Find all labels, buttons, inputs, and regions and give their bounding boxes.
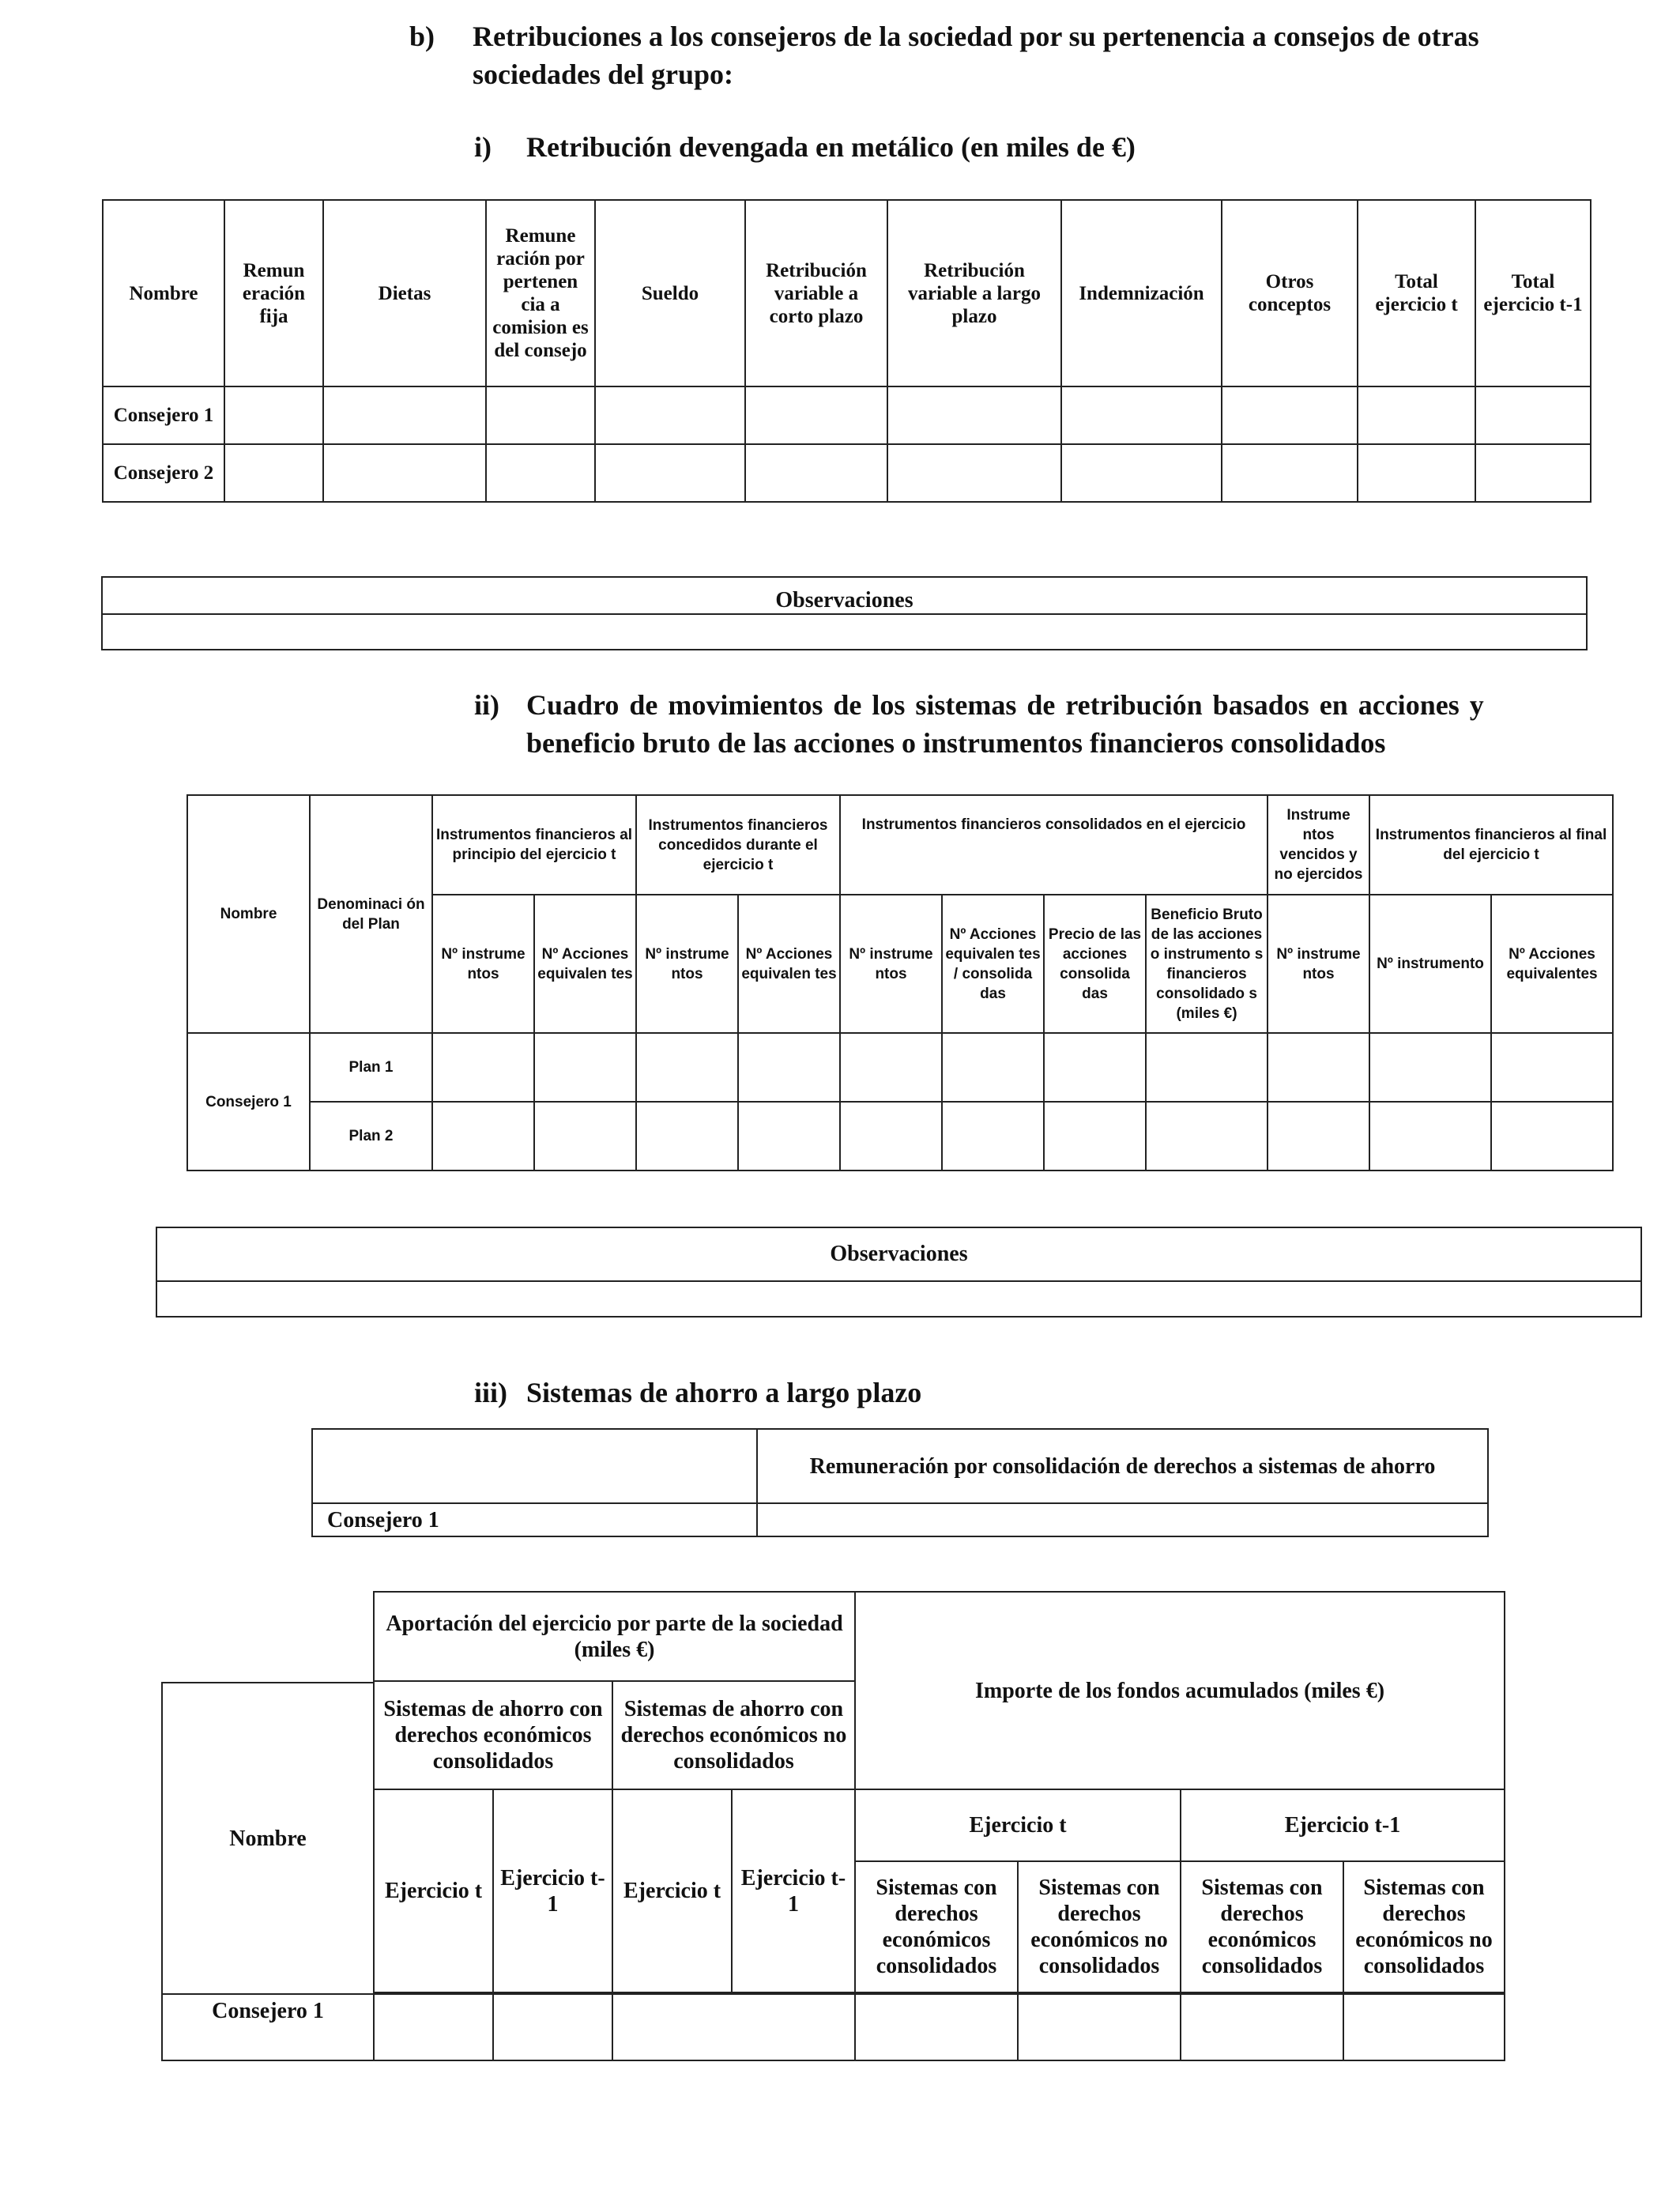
table-row — [312, 1503, 1488, 1536]
row-name: Consejero 1 — [161, 1993, 373, 2061]
subsection-ii-title-line2: beneficio bruto de las acciones o instrumentos financieros consolidados — [526, 727, 1386, 759]
cell[interactable] — [534, 1033, 636, 1102]
section-b-title-line1: Retribuciones a los consejeros de la sociedad por su pertenencia a consejos de otras — [473, 21, 1479, 52]
row-name: Consejero 1 — [187, 1033, 310, 1171]
cell[interactable] — [432, 1033, 534, 1102]
cell[interactable] — [1475, 386, 1591, 444]
subheader: Precio de las acciones consolida das — [1044, 895, 1146, 1033]
cell[interactable] — [840, 1102, 942, 1171]
subsection-iii-title: Sistemas de ahorro a largo plazo — [526, 1377, 922, 1408]
subheader: Nº instrume ntos — [636, 895, 738, 1033]
header-sistemas-no-consolidados: Sistemas de ahorro con derechos económicos no consolidados — [612, 1682, 854, 1790]
cell[interactable] — [1146, 1033, 1268, 1102]
header-nombre: Nombre — [103, 200, 224, 386]
header-variable-largo: Retribución variable a largo plazo — [887, 200, 1061, 386]
group-final-ejercicio: Instrumentos financieros al final del ejercicio t — [1369, 795, 1613, 895]
header-dietas: Dietas — [323, 200, 486, 386]
table-row — [161, 1993, 1505, 2061]
header-sistemas-con-derechos-consolidados: Sistemas con derechos económicos consolidados — [1180, 1862, 1343, 1993]
cell[interactable] — [1358, 386, 1475, 444]
header-sistemas-consolidados: Sistemas de ahorro con derechos económicos consolidados — [373, 1682, 612, 1790]
share-based-systems-table — [186, 794, 1614, 1171]
cell[interactable] — [887, 386, 1061, 444]
cell[interactable] — [595, 444, 745, 502]
cell[interactable] — [1475, 444, 1591, 502]
header-remuneracion-comisiones: Remune ración por pertenen cia a comision es del consejo — [486, 200, 595, 386]
cash-remuneration-table — [102, 199, 1591, 503]
section-b-heading — [409, 17, 1610, 96]
cell[interactable] — [1369, 1102, 1491, 1171]
savings-systems-table — [161, 1591, 1505, 2061]
subheader: Beneficio Bruto de las acciones o instrumento s financieros consolidado s (miles €) — [1146, 895, 1268, 1033]
cell[interactable] — [738, 1033, 840, 1102]
subsection-i-title: Retribución devengada en metálico (en miles de €) — [526, 131, 1136, 163]
cell[interactable] — [1044, 1102, 1146, 1171]
cell[interactable] — [636, 1102, 738, 1171]
table-header-row — [312, 1429, 1488, 1503]
subheader: Nº instrumento — [1369, 895, 1491, 1033]
subheader: Nº Acciones equivalentes — [1491, 895, 1613, 1033]
savings-consolidation-table — [311, 1428, 1489, 1537]
observations-field[interactable] — [102, 614, 1587, 650]
header-sistemas-con-derechos-no-consolidados: Sistemas con derechos económicos no consolidados — [1017, 1862, 1180, 1993]
table-row — [103, 386, 1591, 444]
cell[interactable] — [1061, 444, 1222, 502]
section-b-number: b) — [409, 21, 435, 52]
cell[interactable] — [323, 444, 486, 502]
subheader: Nº Acciones equivalen tes — [534, 895, 636, 1033]
cell[interactable] — [486, 386, 595, 444]
header-otros-conceptos: Otros conceptos — [1222, 200, 1358, 386]
cell[interactable] — [745, 444, 887, 502]
section-b-title-line2: sociedades del grupo: — [473, 58, 734, 90]
cell[interactable] — [1491, 1102, 1613, 1171]
cell[interactable] — [887, 444, 1061, 502]
empty-header — [312, 1429, 757, 1503]
cell[interactable] — [1017, 1993, 1180, 2061]
cell[interactable] — [1358, 444, 1475, 502]
header-variable-corto: Retribución variable a corto plazo — [745, 200, 887, 386]
header-remuneracion-consolidacion: Remuneración por consolidación de derechos a sistemas de ahorro — [757, 1429, 1488, 1503]
header-sistemas-con-derechos-consolidados: Sistemas con derechos económicos consolidados — [854, 1862, 1017, 1993]
cell[interactable] — [1180, 1993, 1343, 2061]
table-row — [187, 1033, 1613, 1102]
header-total-t: Total ejercicio t — [1358, 200, 1475, 386]
cell[interactable] — [942, 1033, 1044, 1102]
cell[interactable] — [745, 386, 887, 444]
table-row — [187, 1102, 1613, 1171]
header-ejercicio-t: Ejercicio t — [373, 1790, 492, 1993]
group-concedidos: Instrumentos financieros concedidos durante el ejercicio t — [636, 795, 840, 895]
header-denominacion-plan: Denominaci ón del Plan — [310, 795, 432, 1033]
group-header-row — [187, 795, 1613, 895]
header-aportacion: Aportación del ejercicio por parte de la sociedad (miles €) — [373, 1591, 854, 1682]
cell[interactable] — [492, 1993, 612, 2061]
group-vencidos: Instrume ntos vencidos y no ejercidos — [1268, 795, 1369, 895]
cell[interactable] — [323, 386, 486, 444]
observations-box-2 — [156, 1227, 1642, 1318]
header-indemnizacion: Indemnización — [1061, 200, 1222, 386]
subheader: Nº instrume ntos — [432, 895, 534, 1033]
cell[interactable] — [432, 1102, 534, 1171]
subsection-i-number: i) — [474, 131, 492, 163]
cell[interactable] — [224, 386, 323, 444]
group-principio-ejercicio: Instrumentos financieros al principio del ejercicio t — [432, 795, 636, 895]
top-header-row — [161, 1591, 1505, 1682]
subsection-iii-heading — [474, 1374, 1264, 1413]
cell[interactable] — [1369, 1033, 1491, 1102]
subheader: Nº Acciones equivalen tes — [738, 895, 840, 1033]
observations-box-1 — [101, 576, 1588, 650]
cell[interactable] — [1491, 1033, 1613, 1102]
header-ejercicio-t1: Ejercicio t-1 — [731, 1790, 854, 1993]
cell[interactable] — [1061, 386, 1222, 444]
cell[interactable] — [373, 1993, 492, 2061]
cell[interactable] — [1268, 1033, 1369, 1102]
header-total-t1: Total ejercicio t-1 — [1475, 200, 1591, 386]
header-importe-fondos: Importe de los fondos acumulados (miles €) — [854, 1591, 1505, 1790]
observations-label: Observaciones — [156, 1227, 1641, 1281]
cell[interactable] — [854, 1993, 1017, 2061]
plan-name: Plan 1 — [310, 1033, 432, 1102]
cell[interactable] — [636, 1033, 738, 1102]
table-row — [103, 444, 1591, 502]
subsection-i-heading — [474, 128, 1501, 168]
observations-field[interactable] — [156, 1281, 1641, 1317]
cell[interactable] — [595, 386, 745, 444]
cell[interactable] — [486, 444, 595, 502]
cell[interactable] — [942, 1102, 1044, 1171]
header-sistemas-con-derechos-no-consolidados: Sistemas con derechos económicos no consolidados — [1343, 1862, 1505, 1993]
cell[interactable] — [840, 1033, 942, 1102]
header-remuneracion-fija: Remun eración fija — [224, 200, 323, 386]
subheader: Nº instrume ntos — [840, 895, 942, 1033]
cell[interactable] — [1146, 1102, 1268, 1171]
cell[interactable] — [1044, 1033, 1146, 1102]
cell[interactable] — [1268, 1102, 1369, 1171]
cell[interactable] — [612, 1993, 854, 2061]
header-fondos-ejercicio-t: Ejercicio t — [854, 1790, 1180, 1862]
row-name: Consejero 2 — [103, 444, 224, 502]
cell[interactable] — [1222, 386, 1358, 444]
empty-corner — [161, 1591, 373, 1682]
table-header-row — [103, 200, 1591, 386]
subheader: Nº Acciones equivalen tes / consolida das — [942, 895, 1044, 1033]
subsection-ii-title-line1: Cuadro de movimientos de los sistemas de retribución basados en acciones y — [526, 689, 1484, 721]
header-ejercicio-t: Ejercicio t — [612, 1790, 731, 1993]
cell[interactable] — [757, 1503, 1488, 1536]
row-name: Consejero 1 — [103, 386, 224, 444]
observations-label: Observaciones — [102, 577, 1587, 614]
header-nombre: Nombre — [161, 1682, 373, 1993]
header-nombre: Nombre — [187, 795, 310, 1033]
group-consolidados: Instrumentos financieros consolidados en el ejercicio — [840, 795, 1268, 895]
cell[interactable] — [1343, 1993, 1505, 2061]
row-name: Consejero 1 — [312, 1503, 757, 1536]
subsection-ii-heading — [474, 686, 1612, 765]
cell[interactable] — [224, 444, 323, 502]
header-fondos-ejercicio-t1: Ejercicio t-1 — [1180, 1790, 1505, 1862]
subsection-ii-number: ii) — [474, 689, 499, 721]
subheader: Nº instrume ntos — [1268, 895, 1369, 1033]
cell[interactable] — [738, 1102, 840, 1171]
plan-name: Plan 2 — [310, 1102, 432, 1171]
header-sueldo: Sueldo — [595, 200, 745, 386]
subsection-iii-number: iii) — [474, 1377, 507, 1408]
cell[interactable] — [1222, 444, 1358, 502]
header-ejercicio-t1: Ejercicio t-1 — [492, 1790, 612, 1993]
cell[interactable] — [534, 1102, 636, 1171]
